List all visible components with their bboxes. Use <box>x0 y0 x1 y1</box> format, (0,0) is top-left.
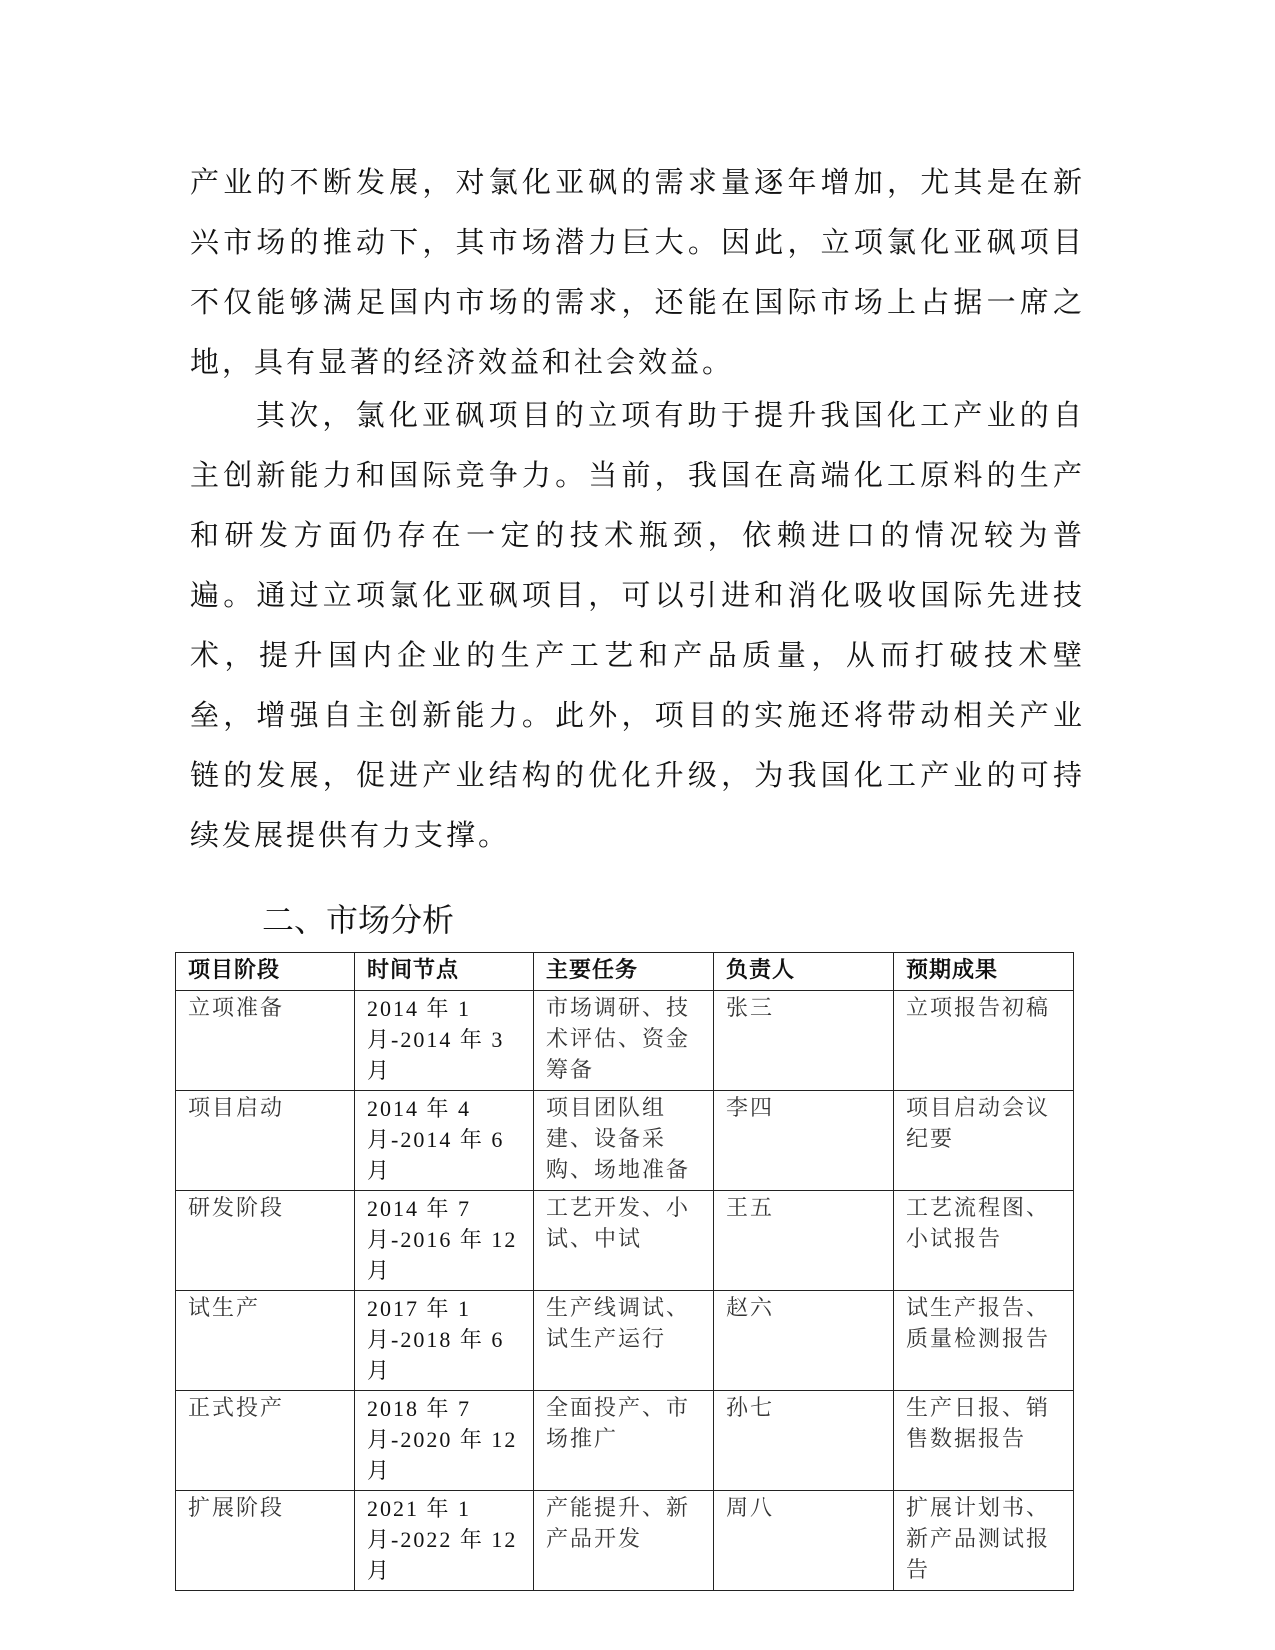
column-header: 预期成果 <box>894 953 1074 991</box>
table-row <box>176 991 1074 1091</box>
table-row <box>176 1091 1074 1191</box>
time-cell: 2021 年 1 月-2022 年 12 月 <box>355 1491 534 1591</box>
stage-cell: 正式投产 <box>176 1391 355 1491</box>
column-header: 项目阶段 <box>176 953 355 991</box>
time-cell: 2017 年 1 月-2018 年 6 月 <box>355 1291 534 1391</box>
time-cell: 2014 年 7 月-2016 年 12 月 <box>355 1191 534 1291</box>
table-row <box>176 1191 1074 1291</box>
stage-cell: 项目启动 <box>176 1091 355 1191</box>
table-row <box>176 1291 1074 1391</box>
column-header: 负责人 <box>714 953 894 991</box>
outcome-cell: 工艺流程图、小试报告 <box>894 1191 1074 1291</box>
outcome-cell: 生产日报、销售数据报告 <box>894 1391 1074 1491</box>
time-cell: 2014 年 1 月-2014 年 3 月 <box>355 991 534 1091</box>
task-cell: 产能提升、新产品开发 <box>534 1491 714 1591</box>
owner-cell: 孙七 <box>714 1391 894 1491</box>
stage-cell: 扩展阶段 <box>176 1491 355 1591</box>
column-header: 主要任务 <box>534 953 714 991</box>
project-schedule-table <box>175 952 1074 1591</box>
task-cell: 市场调研、技术评估、资金筹备 <box>534 991 714 1091</box>
stage-cell: 立项准备 <box>176 991 355 1091</box>
owner-cell: 赵六 <box>714 1291 894 1391</box>
time-cell: 2014 年 4 月-2014 年 6 月 <box>355 1091 534 1191</box>
task-cell: 工艺开发、小试、中试 <box>534 1191 714 1291</box>
outcome-cell: 项目启动会议纪要 <box>894 1091 1074 1191</box>
table-header-row <box>176 953 1074 991</box>
section-heading: 二、市场分析 <box>262 901 455 939</box>
stage-cell: 试生产 <box>176 1291 355 1391</box>
time-cell: 2018 年 7 月-2020 年 12 月 <box>355 1391 534 1491</box>
task-cell: 项目团队组建、设备采购、场地准备 <box>534 1091 714 1191</box>
outcome-cell: 试生产报告、质量检测报告 <box>894 1291 1074 1391</box>
body-paragraph: 其次，氯化亚砜项目的立项有助于提升我国化工产业的自主创新能力和国际竞争力。当前，我国在高端化工原料的生产和研发方面仍存在一定的技术瓶颈，依赖进口的情况较为普遍。通过立项氯化亚砜项目，可以引进和消化吸收国际先进技术，提升国内企业的生产工艺和产品质量，从而打破技术壁垒，增强自主创新能力。此外，项目的实施还将带动相关产业链的发展，促进产业结构的优化升级，为我国化工产业的可持续发展提供有力支撑。 <box>190 398 1085 852</box>
column-header: 时间节点 <box>355 953 534 991</box>
task-cell: 生产线调试、试生产运行 <box>534 1291 714 1391</box>
owner-cell: 王五 <box>714 1191 894 1291</box>
table-row <box>176 1491 1074 1591</box>
owner-cell: 张三 <box>714 991 894 1091</box>
task-cell: 全面投产、市场推广 <box>534 1391 714 1491</box>
table-row <box>176 1391 1074 1491</box>
outcome-cell: 扩展计划书、新产品测试报告 <box>894 1491 1074 1591</box>
outcome-cell: 立项报告初稿 <box>894 991 1074 1091</box>
body-paragraph: 产业的不断发展，对氯化亚砜的需求量逐年增加，尤其是在新兴市场的推动下，其市场潜力巨大。因此，立项氯化亚砜项目不仅能够满足国内市场的需求，还能在国际市场上占据一席之地，具有显著的经济效益和社会效益。 <box>190 165 1085 379</box>
owner-cell: 周八 <box>714 1491 894 1591</box>
stage-cell: 研发阶段 <box>176 1191 355 1291</box>
owner-cell: 李四 <box>714 1091 894 1191</box>
